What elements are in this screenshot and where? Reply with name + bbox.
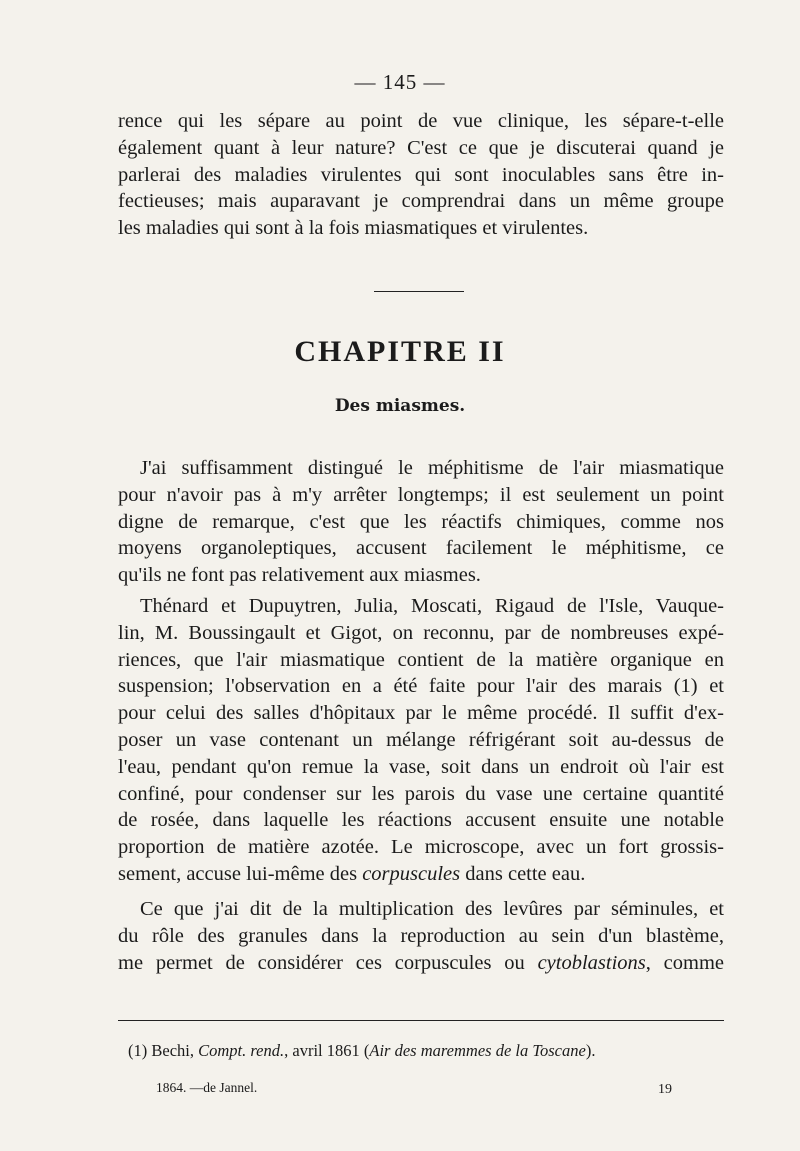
italic-term: corpuscules <box>362 862 461 885</box>
text-line: poser un vase contenant un mélange réfrigérant soit au-dessus de <box>118 728 724 751</box>
printer-signature: 1864. —de Jannel. <box>156 1080 258 1095</box>
text-line: parlerai des maladies virulentes qui sont inoculables sans être in- <box>118 163 724 186</box>
text-run: me permet de considérer ces corpuscules ou <box>118 951 538 974</box>
text-run: dans cette eau. <box>460 862 586 885</box>
paragraph-1 <box>118 108 724 242</box>
text-line: également quant à leur nature? C'est ce que je discuterai quand je <box>118 136 724 159</box>
text-line: pour celui des salles d'hôpitaux par le même procédé. Il suffit d'ex- <box>118 702 724 725</box>
text-line: du rôle des granules dans la reproduction au sein d'un blastème, <box>118 924 724 947</box>
paragraph-2 <box>118 455 724 589</box>
footnote-italic: Air des maremmes de la Toscane <box>369 1041 586 1060</box>
text-line: de rosée, dans laquelle les réactions accusent ensuite une notable <box>118 809 724 832</box>
text-line: riences, que l'air miasmatique contient de la matière organique en <box>118 648 724 671</box>
text-line: les maladies qui sont à la fois miasmatiques et virulentes. <box>118 217 589 240</box>
section-title: Des miasmes. <box>334 396 466 416</box>
text-line <box>118 950 724 977</box>
text-line: proportion de matière azotée. Le microscope, avec un fort grossis- <box>118 836 724 859</box>
text-line: lin, M. Boussingault et Gigot, on reconnu, par de nombreuses expé- <box>118 621 724 644</box>
text-line: Ce que j'ai dit de la multiplication des levûres par séminules, et <box>140 898 724 920</box>
footnote <box>128 1041 688 1061</box>
text-line: l'eau, pendant qu'on remue la vase, soit dans un endroit où l'air est <box>118 755 724 778</box>
footnote-text: (1) Bechi, <box>128 1041 199 1060</box>
signature-number: 19 <box>658 1082 672 1097</box>
text-line: fectieuses; mais auparavant je comprendrai dans un même groupe <box>118 190 724 213</box>
text-line: moyens organoleptiques, accusent facilement le méphitisme, ce <box>118 537 724 560</box>
italic-term: cytoblastions <box>537 951 646 974</box>
text-line <box>118 861 724 888</box>
text-line: qu'ils ne font pas relativement aux miasmes. <box>118 564 481 587</box>
text-run: , comme <box>645 951 724 974</box>
text-line: rence qui les sépare au point de vue clinique, les sépare-t-elle <box>118 110 724 132</box>
text-line: Thénard et Dupuytren, Julia, Moscati, Rigaud de l'Isle, Vauque- <box>140 595 724 617</box>
footnote-text: ). <box>585 1041 596 1060</box>
footnote-text: , avril 1861 ( <box>284 1041 370 1060</box>
text-line: digne de remarque, c'est que les réactifs chimiques, comme nos <box>118 510 724 533</box>
text-line: J'ai suffisamment distingué le méphitisme de l'air miasmatique <box>140 457 724 479</box>
text-line: pour n'avoir pas à m'y arrêter longtemps; il est seulement un point <box>118 483 724 506</box>
paragraph-4 <box>118 896 724 976</box>
text-line: suspension; l'observation en a été faite pour l'air des marais (1) et <box>118 675 724 698</box>
section-divider <box>374 291 464 292</box>
footnote-divider <box>118 1020 724 1021</box>
page-number: — 145 — <box>354 70 446 94</box>
footnote-italic: Compt. rend. <box>198 1041 285 1060</box>
paragraph-3 <box>118 593 724 888</box>
text-line: confiné, pour condenser sur les parois du vase une certaine quantité <box>118 782 724 805</box>
text-run: sement, accuse lui-même des <box>118 862 363 885</box>
chapter-title: CHAPITRE II <box>294 335 506 368</box>
